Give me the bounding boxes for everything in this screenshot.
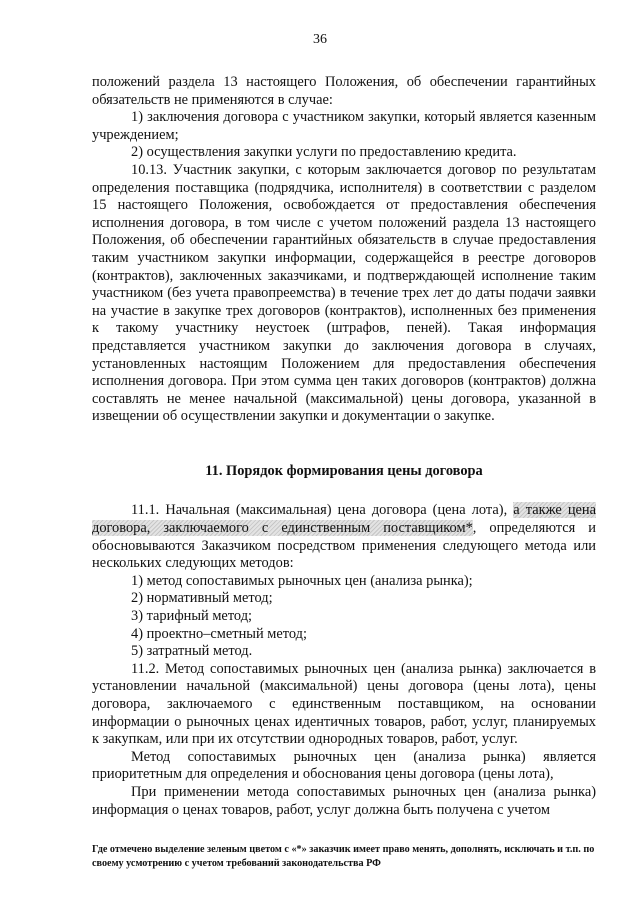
paragraph-11-2: 11.2. Метод сопоставимых рыночных цен (анализа рынка) заключается в установлении начальной (максимальной) цены договора (цены лота), цены договора, заключаемого с единственным поставщиком, на основании информации о рыночных ценах идентичных товаров, работ, услуг, планируемых к закупкам, или при их отсутствии однородных товаров, работ, услуг. (92, 660, 596, 748)
list-item: 1) заключения договора с участником закупки, который является казенным учреждением; (92, 109, 596, 143)
footnote: Где отмечено выделение зеленым цветом с «*» заказчик имеет право менять, дополнять, исключать и т.п. по своему усмотрению с учетом требований законодательства РФ (92, 844, 595, 869)
paragraph: Метод сопоставимых рыночных цен (анализа рынка) является приоритетным для определения и обоснования цены договора (цены лота), (92, 748, 596, 783)
list-item: 4) проектно–сметный метод; (131, 625, 307, 642)
paragraph-text: , определяются и обосновываются Заказчиком посредством применения следующего метода или нескольких следующих методов: (92, 520, 596, 572)
list-item: 5) затратный метод. (131, 643, 253, 660)
list-item: 2) нормативный метод; (131, 590, 273, 607)
list-item: 1) метод сопоставимых рыночных цен (анализа рынка); (131, 572, 473, 589)
highlighted-text: а также цена договора, заключаемого с единственным поставщиком* (92, 502, 596, 537)
paragraph: положений раздела 13 настоящего Положения, об обеспечении гарантийных обязательств не применяются в случае: (92, 74, 596, 108)
page-number: 36 (313, 32, 327, 47)
paragraph: При применении метода сопоставимых рыночных цен (анализа рынка) информация о ценах товаров, работ, услуг должна быть получена с учетом (92, 783, 596, 818)
list-item: 3) тарифный метод; (131, 608, 253, 625)
list-item: 2) осуществления закупки услуги по предоставлению кредита. (131, 144, 517, 161)
paragraph-11-1 (92, 502, 596, 572)
section-heading: 11. Порядок формирования цены договора (205, 462, 483, 479)
paragraph-text: 11.1. Начальная (максимальная) цена договора (цена лота), (131, 502, 514, 519)
document-body (92, 74, 596, 819)
paragraph-10-13: 10.13. Участник закупки, с которым заключается договор по результатам определения поставщика (подрядчика, исполнителя) в соответствии с разделом 15 настоящего Положения, освобождается от предоставления обеспечения исполнения договора, в том числе с учетом положений раздела 13 настоящего Положения, об обеспечении гарантийных обязательств в случае предоставления таким участником закупки информации, содержащейся в реестре договоров (контрактов), заключенных заказчиками, и подтверждающей исполнение таким участником (без учета правопреемства) в течение трех лет до даты подачи заявки на участие в закупке трех договоров (контрактов), исполненных без применения к такому участнику неустоек (штрафов, пеней). Такая информация представляется участником закупки до заключения договора в случаях, установленных настоящим Положением для предоставления обеспечения исполнения договора. При этом сумма цен таких договоров (контрактов) должна составлять не менее начальной (максимальной) цены договора, указанной в извещении об осуществлении закупки и документации о закупке. (92, 161, 596, 425)
